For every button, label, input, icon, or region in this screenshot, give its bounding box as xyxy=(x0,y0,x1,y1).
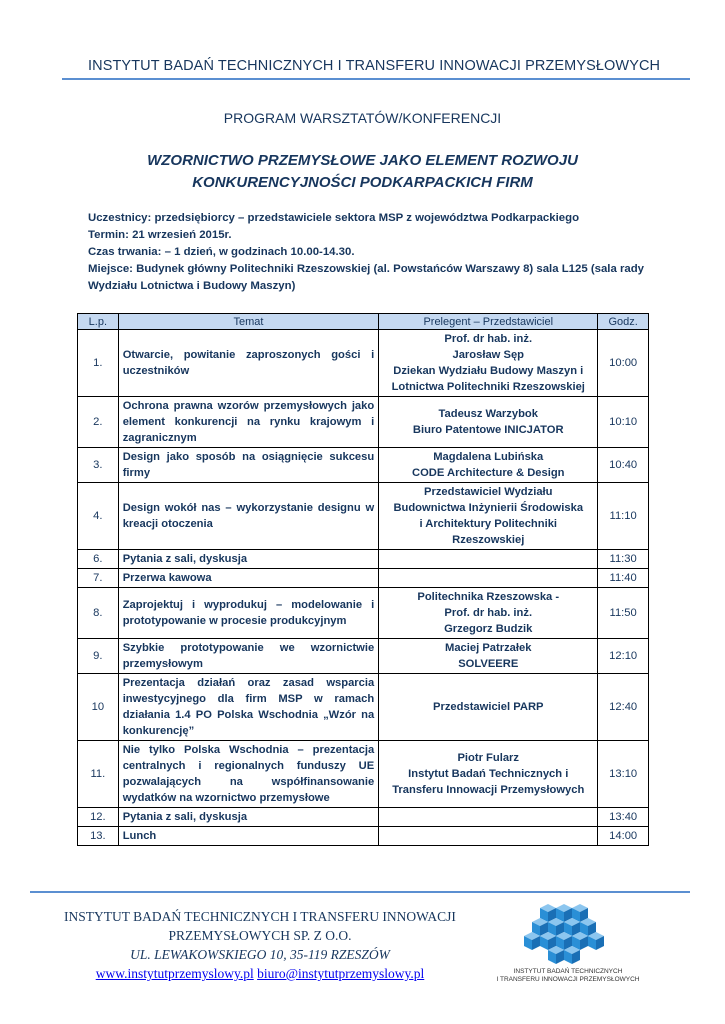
footer-links xyxy=(60,964,460,983)
email-link[interactable]: biuro@instytutprzemyslowy.pl xyxy=(257,966,425,981)
event-place: Miejsce: Budynek główny Politechniki Rzeszowskiej (al. Powstańców Warszawy 8) sala L125 (sala rady Wydziału Lotnictwa i Budowy Maszyn) xyxy=(88,263,645,292)
speaker-line: Maciej Patrzałek xyxy=(445,642,532,654)
row-speaker xyxy=(379,483,598,550)
speaker-line: Tadeusz Warzybok xyxy=(438,408,538,420)
col-time: Godz. xyxy=(598,314,649,330)
row-topic: Design wokół nas – wykorzystanie designu w kreacji otoczenia xyxy=(118,483,379,550)
program-table xyxy=(77,313,649,846)
row-topic: Otwarcie, powitanie zaproszonych gości i uczestników xyxy=(118,330,379,397)
row-time: 11:30 xyxy=(598,550,649,569)
speaker-line: Instytut Badań Technicznych i xyxy=(408,768,569,780)
table-header-row xyxy=(78,314,649,330)
row-speaker xyxy=(379,397,598,448)
event-date: Termin: 21 wrzesień 2015r. xyxy=(88,229,232,241)
table-row xyxy=(78,550,649,569)
row-time: 11:50 xyxy=(598,588,649,639)
row-topic: Zaprojektuj i wyprodukuj – modelowanie i prototypowanie w procesie produkcyjnym xyxy=(118,588,379,639)
row-topic: Przerwa kawowa xyxy=(118,569,379,588)
col-lp: L.p. xyxy=(78,314,119,330)
header-institute: INSTYTUT BADAŃ TECHNICZNYCH I TRANSFERU INNOWACJI PRZEMYSŁOWYCH xyxy=(88,58,661,74)
row-number: 8. xyxy=(78,588,119,639)
speaker-line: Jarosław Sęp xyxy=(452,349,524,361)
table-row xyxy=(78,827,649,846)
speaker-line: Przedstawiciel PARP xyxy=(433,701,544,713)
speaker-line: Przedstawiciel Wydziału xyxy=(424,486,553,498)
row-number: 10 xyxy=(78,674,119,741)
row-time: 11:10 xyxy=(598,483,649,550)
row-speaker xyxy=(379,550,598,569)
row-number: 7. xyxy=(78,569,119,588)
row-time: 10:10 xyxy=(598,397,649,448)
speaker-line: Prof. dr hab. inż. xyxy=(444,607,533,619)
speaker-line: Piotr Fularz xyxy=(457,752,520,764)
row-topic: Lunch xyxy=(118,827,379,846)
table-row xyxy=(78,808,649,827)
speaker-line: Budownictwa Inżynierii Środowiska xyxy=(393,502,584,514)
row-speaker xyxy=(379,741,598,808)
row-speaker xyxy=(379,808,598,827)
row-speaker xyxy=(379,569,598,588)
speaker-line: Rzeszowskiej xyxy=(452,534,525,546)
event-duration: Czas trwania: – 1 dzień, w godzinach 10.00-14.30. xyxy=(88,246,355,258)
row-topic: Szybkie prototypowanie we wzornictwie przemysłowym xyxy=(118,639,379,674)
event-title-line1: WZORNICTWO PRZEMYSŁOWE JAKO ELEMENT ROZWOJU xyxy=(147,152,578,169)
speaker-line: Biuro Patentowe INICJATOR xyxy=(412,424,564,436)
speaker-line: Prof. dr hab. inż. xyxy=(444,333,533,345)
footer-address: UL. LEWAKOWSKIEGO 10, 35-119 RZESZÓW xyxy=(130,947,390,962)
col-speaker: Prelegent – Przedstawiciel xyxy=(379,314,598,330)
row-topic: Pytania z sali, dyskusja xyxy=(118,808,379,827)
row-number: 13. xyxy=(78,827,119,846)
logo-caption-line1: INSTYTUT BADAŃ TECHNICZNYCH xyxy=(513,968,623,975)
speaker-line: Grzegorz Budzik xyxy=(444,623,533,635)
table-row xyxy=(78,448,649,483)
program-subtitle: PROGRAM WARSZTATÓW/KONFERENCJI xyxy=(223,110,502,126)
row-time: 12:40 xyxy=(598,674,649,741)
table-row xyxy=(78,569,649,588)
row-topic: Prezentacja działań oraz zasad wsparcia inwestycyjnego dla firm MSP w ramach działania 1.4 PO Polska Wschodnia „Wzór na konkurencję” xyxy=(118,674,379,741)
speaker-line: Lotnictwa Politechniki Rzeszowskiej xyxy=(391,381,585,393)
row-number: 3. xyxy=(78,448,119,483)
footer-line2: PRZEMYSŁOWYCH SP. Z O.O. xyxy=(168,928,352,943)
row-speaker xyxy=(379,448,598,483)
table-row xyxy=(78,330,649,397)
speaker-line: Magdalena Lubińska xyxy=(433,451,544,463)
speaker-line: Politechnika Rzeszowska - xyxy=(417,591,560,603)
table-row xyxy=(78,741,649,808)
row-number: 2. xyxy=(78,397,119,448)
table-row xyxy=(78,483,649,550)
row-speaker xyxy=(379,674,598,741)
table-row xyxy=(78,639,649,674)
row-number: 9. xyxy=(78,639,119,674)
logo-caption-line2: I TRANSFERU INNOWACJI PRZEMYSŁOWYCH xyxy=(496,976,640,983)
row-speaker xyxy=(379,827,598,846)
row-number: 1. xyxy=(78,330,119,397)
header-divider xyxy=(62,78,690,80)
speaker-line: CODE Architecture & Design xyxy=(411,467,565,479)
speaker-line: Transferu Innowacji Przemysłowych xyxy=(392,784,585,796)
speaker-line: SOLVEERE xyxy=(458,658,519,670)
table-row xyxy=(78,397,649,448)
event-info xyxy=(88,210,648,295)
row-number: 12. xyxy=(78,808,119,827)
row-time: 12:10 xyxy=(598,639,649,674)
event-title-line2: KONKURENCYJNOŚCI PODKARPACKICH FIRM xyxy=(192,174,533,191)
table-row xyxy=(78,674,649,741)
row-time: 13:40 xyxy=(598,808,649,827)
participants: Uczestnicy: przedsiębiorcy – przedstawiciele sektora MSP z województwa Podkarpackiego xyxy=(88,212,580,224)
row-time: 11:40 xyxy=(598,569,649,588)
col-topic: Temat xyxy=(118,314,379,330)
row-speaker xyxy=(379,639,598,674)
row-topic: Ochrona prawna wzorów przemysłowych jako element konkurencji na rynku krajowym i zagranicznym xyxy=(118,397,379,448)
row-speaker xyxy=(379,330,598,397)
row-number: 6. xyxy=(78,550,119,569)
table-row xyxy=(78,588,649,639)
row-speaker xyxy=(379,588,598,639)
website-link[interactable]: www.instytutprzemyslowy.pl xyxy=(95,966,254,981)
row-topic: Design jako sposób na osiągnięcie sukcesu firmy xyxy=(118,448,379,483)
footer-divider xyxy=(30,891,690,893)
row-number: 4. xyxy=(78,483,119,550)
logo-caption xyxy=(478,968,658,984)
footer-line1: INSTYTUT BADAŃ TECHNICZNYCH I TRANSFERU INNOWACJI xyxy=(64,909,456,924)
event-title xyxy=(0,150,725,194)
row-time: 13:10 xyxy=(598,741,649,808)
row-topic: Nie tylko Polska Wschodnia – prezentacja centralnych i regionalnych funduszy UE pozwalających na współfinansowanie wydatków na wzornictwo przemysłowe xyxy=(118,741,379,808)
row-time: 10:00 xyxy=(598,330,649,397)
speaker-line: i Architektury Politechniki xyxy=(419,518,558,530)
speaker-line: Dziekan Wydziału Budowy Maszyn i xyxy=(393,365,584,377)
row-time: 14:00 xyxy=(598,827,649,846)
row-time: 10:40 xyxy=(598,448,649,483)
row-topic: Pytania z sali, dyskusja xyxy=(118,550,379,569)
row-number: 11. xyxy=(78,741,119,808)
footer xyxy=(60,907,460,983)
